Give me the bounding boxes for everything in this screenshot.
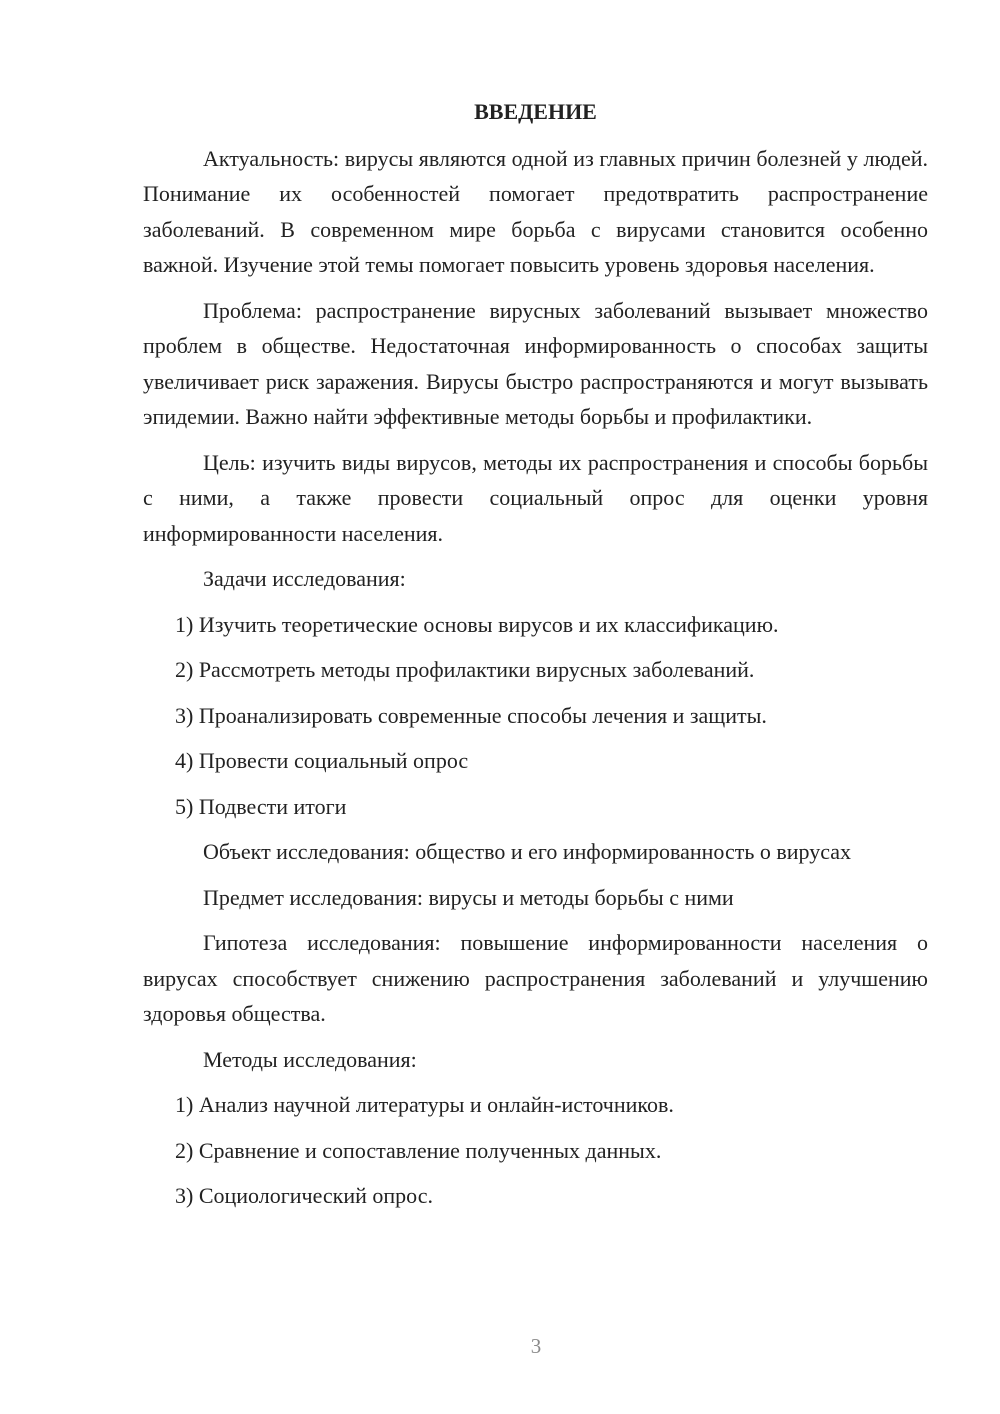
problem-paragraph: Проблема: распространение вирусных заболеваний вызывает множество проблем в обществе. Недостаточная информированность о способах защиты увеличивает риск заражения. Вирусы быстро распространяются и могут вызывать эпидемии. Важно найти эффективные методы борьбы и профилактики. bbox=[143, 297, 928, 429]
task-item-5: 5) Подвести итоги bbox=[175, 793, 347, 819]
goal-paragraph: Цель: изучить виды вирусов, методы их распространения и способы борьбы с ними, а также провести социальный опрос для оценки уровня информированности населения. bbox=[143, 449, 928, 546]
method-item-2: 2) Сравнение и сопоставление полученных данных. bbox=[175, 1137, 662, 1163]
page-number: 3 bbox=[530, 1334, 542, 1358]
subject-paragraph: Предмет исследования: вирусы и методы борьбы с ними bbox=[203, 884, 734, 910]
relevance-paragraph: Актуальность: вирусы являются одной из главных причин болезней у людей. Понимание их особенностей помогает предотвратить распространение заболеваний. В современном мире борьба с вирусами становится особенно важной. Изучение этой темы помогает повысить уровень здоровья населения. bbox=[143, 145, 928, 277]
task-item-3: 3) Проанализировать современные способы лечения и защиты. bbox=[175, 702, 767, 728]
hypothesis-paragraph: Гипотеза исследования: повышение информированности населения о вирусах способствует снижению распространения заболеваний и улучшению здоровья общества. bbox=[143, 930, 928, 1026]
method-item-1: 1) Анализ научной литературы и онлайн-источников. bbox=[175, 1092, 674, 1117]
page-content bbox=[143, 94, 928, 1224]
tasks-heading: Задачи исследования: bbox=[203, 566, 406, 591]
methods-heading: Методы исследования: bbox=[203, 1046, 417, 1072]
page-title: ВВЕДЕНИЕ bbox=[474, 99, 597, 124]
method-item-3: 3) Социологический опрос. bbox=[175, 1183, 433, 1208]
object-paragraph: Объект исследования: общество и его информированность о вирусах bbox=[203, 839, 852, 864]
task-item-2: 2) Рассмотреть методы профилактики вирусных заболеваний. bbox=[175, 657, 755, 682]
task-item-1: 1) Изучить теоретические основы вирусов и их классификацию. bbox=[175, 611, 779, 637]
task-item-4: 4) Провести социальный опрос bbox=[175, 748, 469, 773]
